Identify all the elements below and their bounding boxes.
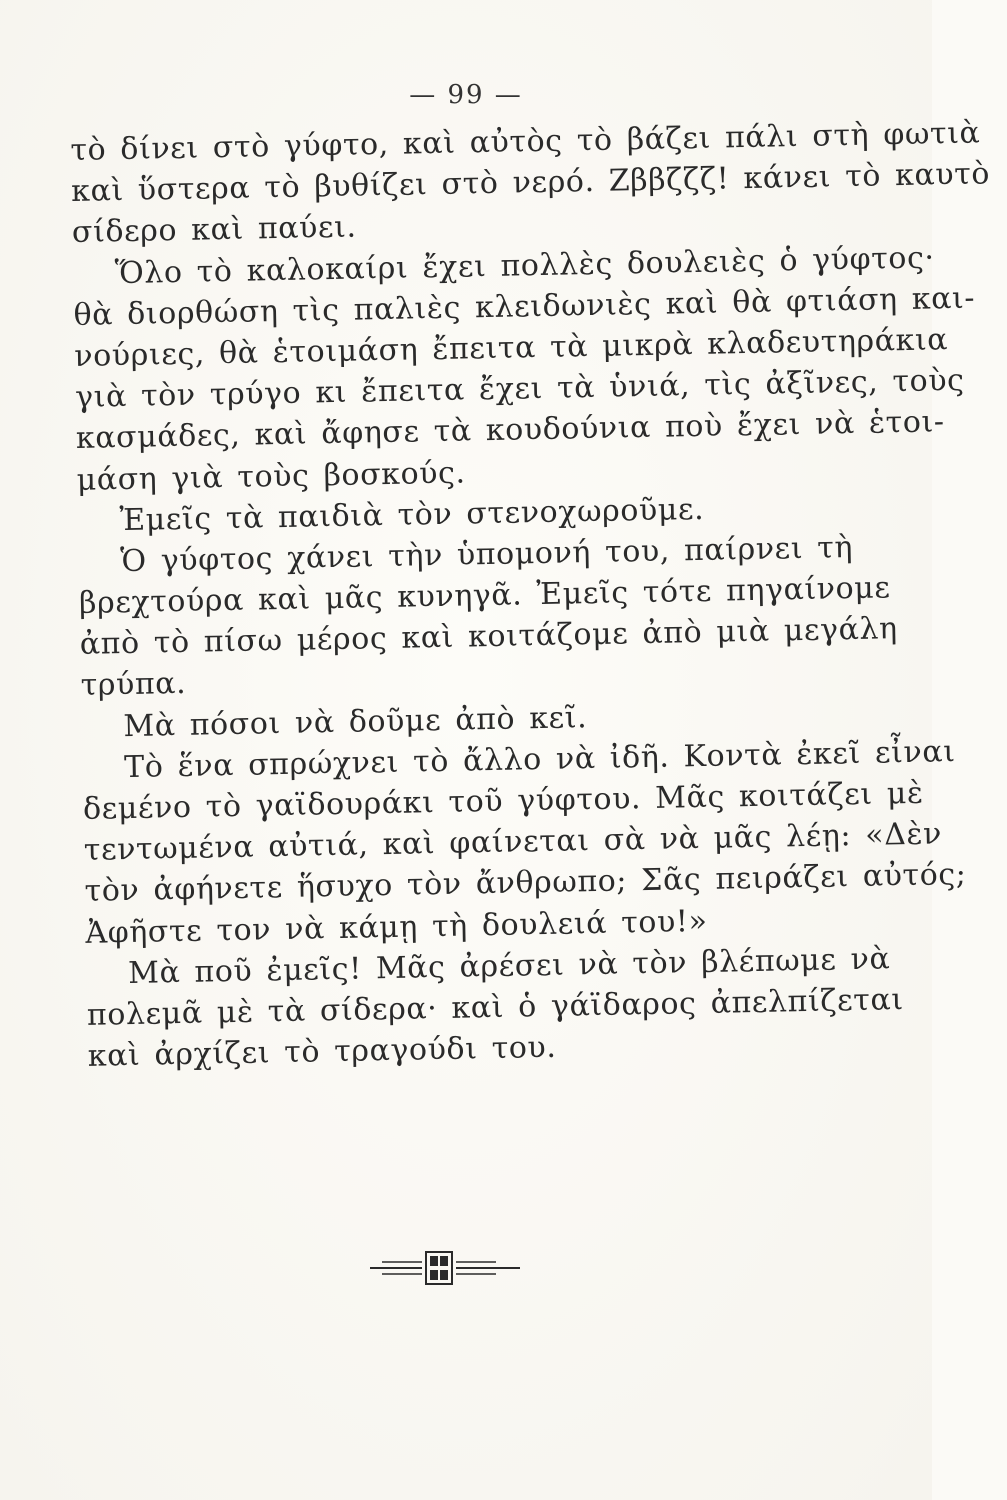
text-line: Μὰ ποῦ ἐμεῖς! Μᾶς ἀρέσει νὰ τὸν βλέπωμε νὰ [127, 941, 891, 991]
text-line: καὶ ὕστερα τὸ βυθίζει στὸ νερό. Ζββζζζ! κάνει τὸ καυτὸ [70, 156, 991, 210]
text-line: δεμένο τὸ γαϊδουράκι τοῦ γύφτου. Μᾶς κοιτάζει μὲ [82, 775, 924, 827]
body-text [70, 115, 991, 1077]
text-line: τρύπα. [80, 666, 187, 704]
text-line: σίδερο καὶ παύει. [71, 209, 357, 251]
text-line: γιὰ τὸν τρύγο κι ἔπειτα ἔχει τὰ ὑνιά, τὶς ἀξῖνες, τοὺς [74, 363, 965, 416]
text-line: Τὸ ἕνα σπρώχνει τὸ ἄλλο νὰ ἰδῆ. Κοντὰ ἐκεῖ εἶναι [123, 733, 956, 785]
text-line: βρεχτούρα καὶ μᾶς κυνηγᾶ. Ἐμεῖς τότε πηγαίνομε [78, 570, 891, 621]
text-line: τὸ δίνει στὸ γύφτο, καὶ αὐτὸς τὸ βάζει πάλι στὴ φωτιὰ [70, 115, 981, 168]
text-line: Ὁ γύφτος χάνει τὴν ὑπομονή του, παίρνει τὴ [119, 529, 854, 579]
text-line: ἀπὸ τὸ πίσω μέρος καὶ κοιτάζομε ἀπὸ μιὰ μεγάλη [79, 611, 898, 663]
text-line: καὶ ἀρχίζει τὸ τραγούδι του. [87, 1029, 557, 1074]
text-line: πολεμᾶ μὲ τὰ σίδερα· καὶ ὁ γάϊδαρος ἀπελπίζεται [86, 982, 904, 1033]
page-number: — 99 — [409, 80, 523, 110]
text-line: Ἀφῆστε τον νὰ κάμῃ τὴ δουλειά του!» [85, 903, 708, 951]
text-line: κασμάδες, καὶ ἄφησε τὰ κουδούνια ποὺ ἔχει νὰ ἑτοι- [75, 404, 945, 457]
text-line: θὰ διορθώση τὶς παλιὲς κλειδωνιὲς καὶ θὰ φτιάση και- [73, 280, 976, 333]
text-line: μάση γιὰ τοὺς βοσκούς. [76, 454, 466, 498]
text-line: νούριες, θὰ ἑτοιμάση ἔπειτα τὰ μικρὰ κλαδευτηράκια [74, 322, 949, 374]
tailpiece-ornament-icon [370, 1248, 530, 1288]
text-line: Ὅλο τὸ καλοκαίρι ἔχει πολλὲς δουλειὲς ὁ γύφτος· [114, 239, 935, 291]
text-line: Ἐμεῖς τὰ παιδιὰ τὸν στενοχωροῦμε. [119, 491, 705, 538]
text-line: τὸν ἀφήνετε ἥσυχο τὸν ἄνθρωπο; Σᾶς πειράζει αὐτός; [84, 857, 967, 910]
text-line: τεντωμένα αὐτιά, καὶ φαίνεται σὰ νὰ μᾶς λέῃ: «Δὲν [83, 816, 943, 869]
text-line: Μὰ πόσοι νὰ δοῦμε ἀπὸ κεῖ. [123, 699, 588, 744]
